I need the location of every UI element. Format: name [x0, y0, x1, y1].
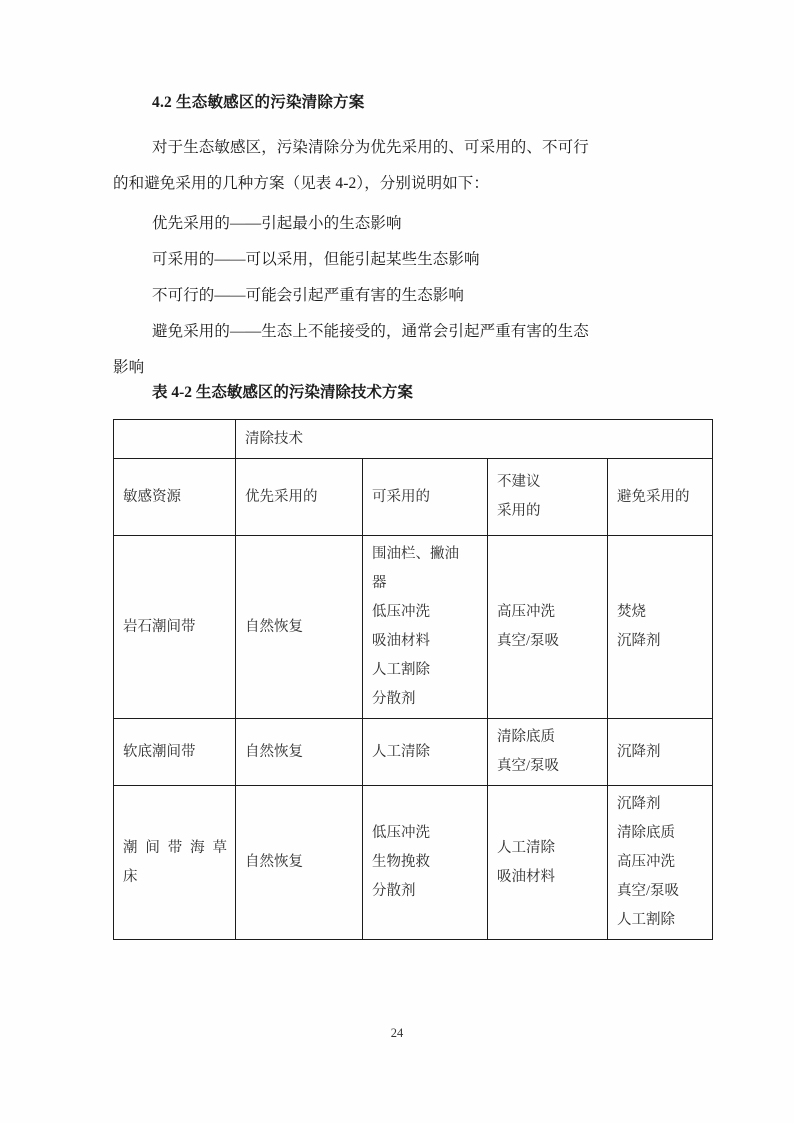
header-sensitive-resource: 敏感资源 [114, 459, 236, 536]
definition-item-acceptable: 可采用的——可以采用，但能引起某些生态影响 [152, 251, 480, 268]
cell-line: 器 [372, 575, 387, 591]
cell-line: 人工割除 [617, 912, 675, 928]
cell-resource-line-1: 软底潮间带 [123, 743, 196, 760]
definition-item-avoid: 避免采用的——生态上不能接受的，通常会引起严重有害的生态 [152, 323, 589, 340]
cell-avoid [608, 786, 713, 940]
cell-line: 低压冲洗 [372, 825, 430, 841]
cell-line: 分散剂 [372, 691, 416, 707]
cell-line: 生物挽救 [372, 854, 430, 870]
cell-acceptable [363, 786, 488, 940]
cell-line: 吸油材料 [497, 868, 555, 885]
cell-line: 真空/泵吸 [497, 758, 560, 774]
intro-paragraph-line-2: 的和避免采用的几种方案（见表 4-2），分别说明如下： [113, 175, 489, 192]
cell-line: 人工清除 [372, 743, 430, 760]
cell-resource-line-2: 床 [123, 868, 138, 885]
header-acceptable: 可采用的 [363, 459, 488, 536]
cell-resource [114, 786, 236, 940]
cell-resource-line-1: 潮间带海草 [123, 839, 227, 856]
definition-item-avoid-continued: 影响 [113, 359, 145, 376]
cell-not-recommended [488, 786, 608, 940]
definition-item-preferred: 优先采用的——引起最小的生态影响 [152, 215, 402, 232]
header-preferred: 优先采用的 [236, 459, 363, 536]
cell-line: 高压冲洗 [617, 854, 675, 870]
cell-avoid [608, 719, 713, 786]
cleanup-technique-table [113, 419, 713, 940]
cell-line: 清除底质 [497, 729, 555, 745]
header-not-recommended-line-2: 采用的 [497, 503, 541, 519]
cell-line: 围油栏、撇油 [372, 546, 459, 562]
cell-line: 沉降剂 [617, 743, 661, 760]
cell-preferred: 自然恢复 [236, 719, 363, 786]
table-row [114, 719, 713, 786]
header-not-recommended [488, 459, 608, 536]
cell-line: 沉降剂 [617, 796, 661, 812]
cell-line: 真空/泵吸 [497, 633, 560, 649]
cell-resource-line-1: 岩石潮间带 [123, 618, 196, 635]
table-row [114, 786, 713, 940]
cell-line: 焚烧 [617, 604, 646, 620]
cell-resource [114, 719, 236, 786]
cell-not-recommended [488, 536, 608, 719]
table-caption: 表 4-2 生态敏感区的污染清除技术方案 [152, 384, 413, 401]
cell-line: 清除底质 [617, 825, 675, 841]
cell-line: 人工清除 [497, 839, 555, 856]
cell-line: 真空/泵吸 [617, 883, 680, 899]
cell-preferred: 自然恢复 [236, 786, 363, 940]
cell-line: 高压冲洗 [497, 604, 555, 620]
cell-resource [114, 536, 236, 719]
page-number: 24 [390, 1026, 404, 1040]
definition-item-not-feasible: 不可行的——可能会引起严重有害的生态影响 [152, 287, 465, 304]
empty-corner-cell [114, 420, 236, 459]
cell-preferred: 自然恢复 [236, 536, 363, 719]
cell-line: 人工割除 [372, 662, 430, 678]
table-row-span-header [114, 420, 713, 459]
cell-avoid [608, 536, 713, 719]
cell-line: 吸油材料 [372, 633, 430, 649]
cell-acceptable [363, 719, 488, 786]
header-avoid: 避免采用的 [608, 459, 713, 536]
cell-not-recommended [488, 719, 608, 786]
header-not-recommended-line-1: 不建议 [497, 474, 541, 490]
intro-paragraph-line-1: 对于生态敏感区，污染清除分为优先采用的、可采用的、不可行 [152, 139, 589, 156]
cell-line: 沉降剂 [617, 633, 661, 649]
table-row [114, 536, 713, 719]
cell-line: 低压冲洗 [372, 604, 430, 620]
cell-line: 分散剂 [372, 883, 416, 899]
span-header-cleanup-technique: 清除技术 [236, 420, 713, 459]
cell-acceptable [363, 536, 488, 719]
table-header-row [114, 459, 713, 536]
section-heading: 4.2 生态敏感区的污染清除方案 [152, 94, 365, 111]
